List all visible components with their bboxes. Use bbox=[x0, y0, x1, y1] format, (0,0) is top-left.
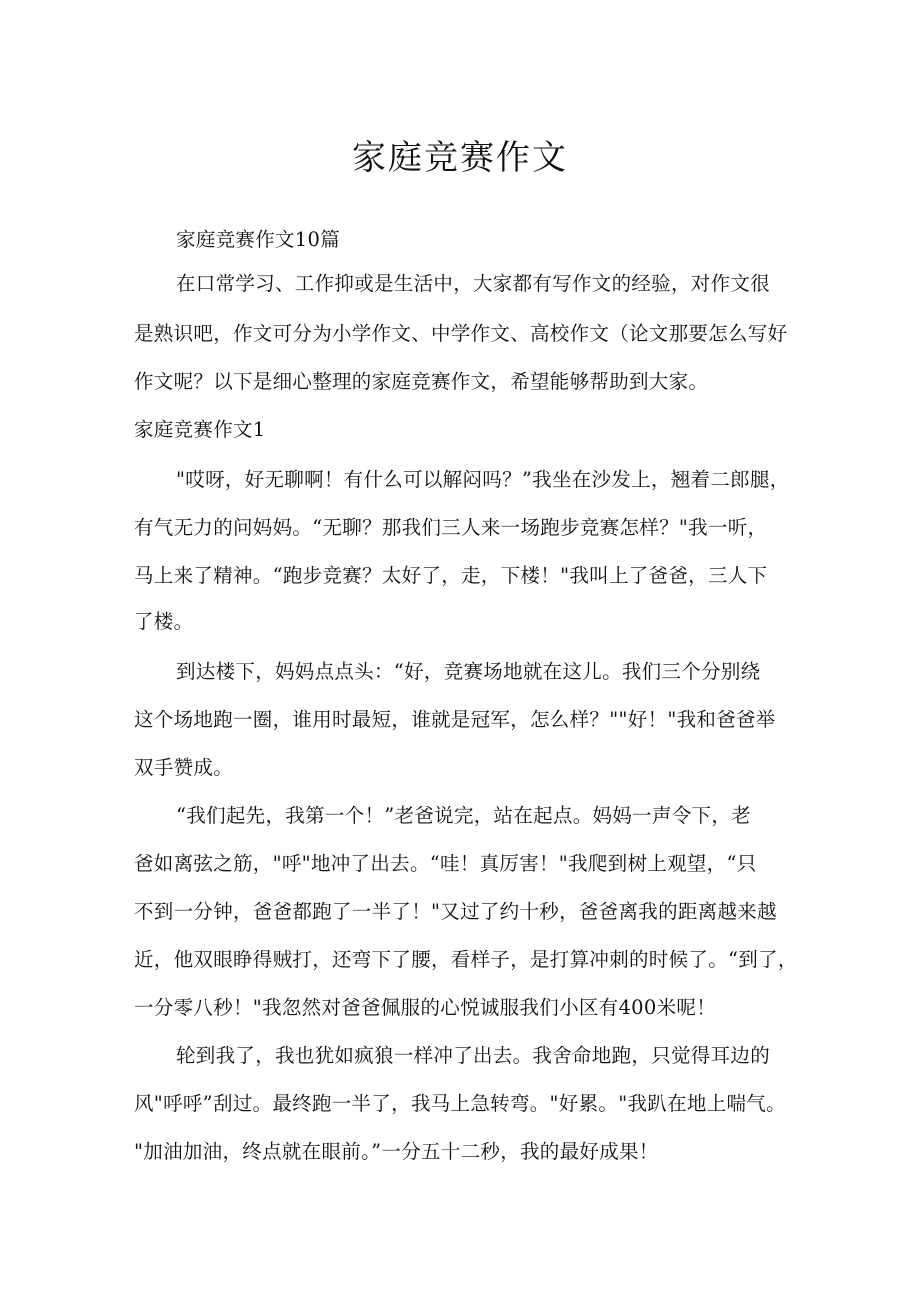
paragraph-line: “我们起先，我第一个！”老爸说完，站在起点。妈妈一声令下，老 bbox=[176, 804, 751, 827]
intro-line: 作文呢？以下是细心整理的家庭竞赛作文，希望能够帮助到大家。 bbox=[134, 370, 709, 393]
paragraph-line: 了楼。 bbox=[134, 610, 194, 633]
paragraph-line: 这个场地跑一圈，谁用时最短，谁就是冠军，怎么样？""好！"我和爸爸举 bbox=[134, 708, 776, 731]
paragraph-line: 到达楼下，妈妈点点头：“好，竞赛场地就在这儿。我们三个分别绕 bbox=[176, 660, 761, 683]
paragraph-line: "加油加油，终点就在眼前。”一分五十二秒，我的最好成果！ bbox=[134, 1140, 659, 1163]
section-heading: 家庭竞赛作文1 bbox=[134, 418, 266, 441]
paragraph-line: 马上来了精神。“跑步竞赛？太好了，走，下楼！"我叫上了爸爸，三人下 bbox=[134, 564, 768, 587]
paragraph-line: 不到一分钟，爸爸都跑了一半了！"又过了约十秒，爸爸离我的距离越来越 bbox=[134, 900, 777, 923]
paragraph-line: 轮到我了，我也犹如疯狼一样冲了出去。我舍命地跑，只觉得耳边的 bbox=[176, 1044, 771, 1067]
paragraph-line: 爸如离弦之筋，"呼"地冲了出去。“哇！真厉害！"我爬到树上观望，“只 bbox=[134, 852, 757, 875]
document-title: 家庭竞赛作文 bbox=[352, 138, 568, 178]
intro-line: 在口常学习、工作抑或是生活中，大家都有写作文的经验，对作文很 bbox=[176, 272, 771, 295]
paragraph-line: 近，他双眼睁得贼打，还弯下了腰，看样子，是打算冲刺的时候了。“到了， bbox=[134, 948, 798, 971]
paragraph-line: 一分零八秒！"我忽然对爸爸佩服的心悦诚服我们小区有400米呢！ bbox=[134, 996, 716, 1019]
paragraph-line: 有气无力的问妈妈。“无聊？那我们三人来一场跑步竞赛怎样？"我一听， bbox=[134, 516, 768, 539]
paragraph-line: 双手赞成。 bbox=[134, 756, 234, 779]
intro-line: 是熟识吧，作文可分为小学作文、中学作文、高校作文（论文那要怎么写好 bbox=[134, 322, 788, 345]
paragraph-line: "哎呀，好无聊啊！有什么可以解闷吗？”我坐在沙发上，翘着二郎腿， bbox=[176, 468, 790, 491]
paragraph-line: 风"呼呼”刮过。最终跑一半了，我马上急转弯。"好累。"我趴在地上喘气。 bbox=[134, 1092, 786, 1115]
subtitle-line: 家庭竞赛作文10篇 bbox=[176, 228, 341, 251]
